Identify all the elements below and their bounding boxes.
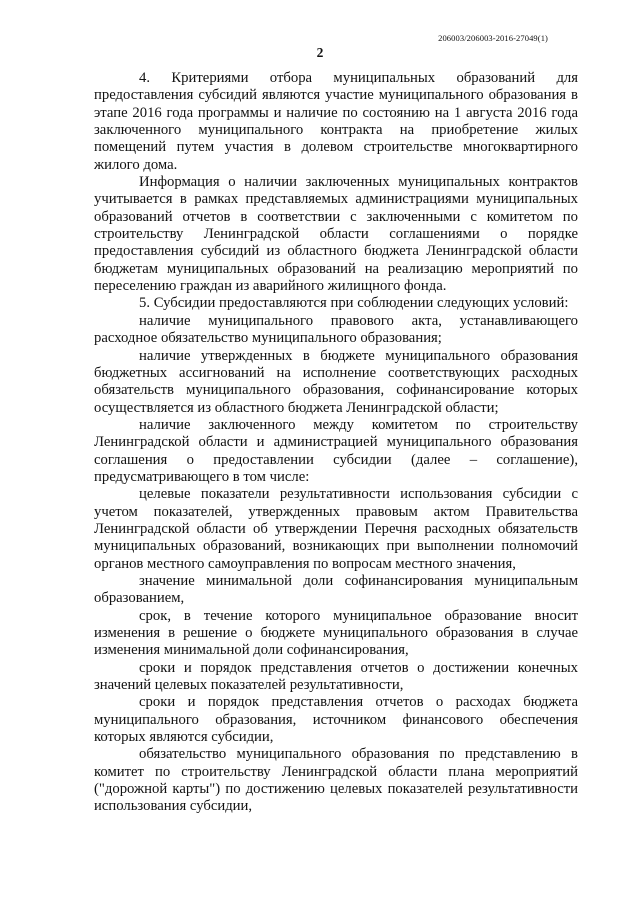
agreement-target-indicators: целевые показатели результативности использования субсидии с учетом показателей, утвержденных правовым актом Правительства Ленинградской области об утверждении Перечня расходных обязательств муниципальных образований, возникающих при выполнении полномочий органов местного самоуправления по вопросам местного значения,: [94, 486, 578, 572]
condition-agreement: наличие заключенного между комитетом по строительству Ленинградской области и администрацией муниципального образования соглашения о предоставлении субсидии (далее – соглашение), предусматривающего в том числе:: [94, 416, 578, 485]
condition-legal-act: наличие муниципального правового акта, устанавливающего расходное обязательство муниципального образования;: [94, 312, 578, 347]
condition-budget-allocations: наличие утвержденных в бюджете муниципального образования бюджетных ассигнований на исполнение соответствующих расходных обязательств муниципального образования, софинансирование которых осуществляется из областного бюджета Ленинградской области;: [94, 347, 578, 416]
page-number: 2: [316, 45, 324, 60]
document-id: 206003/206003-2016-27049(1): [438, 33, 548, 43]
paragraph-contracts-info: Информация о наличии заключенных муниципальных контрактов учитывается в рамках представляемых администрациями муниципальных образований отчетов в соответствии с заключенными с комитетом по строительству Ленинградской области соглашениями о порядке предоставления субсидий из областного бюджета Ленинградской области бюджетам муниципальных образований на реализацию мероприятий по переселению граждан из аварийного жилищного фонда.: [94, 174, 578, 295]
document-body: [94, 70, 578, 816]
paragraph-conditions-intro: 5. Субсидии предоставляются при соблюдении следующих условий:: [139, 295, 569, 312]
agreement-expense-reports: сроки и порядок представления отчетов о расходах бюджета муниципального образования, источником финансового обеспечения которых являются субсидии,: [94, 694, 578, 746]
paragraph-criteria: 4. Критериями отбора муниципальных образований для предоставления субсидий являются участие муниципального образования в этапе 2016 года программы и наличие по состоянию на 1 августа 2016 года заключенного муниципального контракта на приобретение жилых помещений путем участия в долевом строительстве многоквартирного жилого дома.: [94, 70, 578, 173]
agreement-results-reports: сроки и порядок представления отчетов о достижении конечных значений целевых показателей результативности,: [94, 659, 578, 694]
agreement-budget-change-term: срок, в течение которого муниципальное образование вносит изменения в решение о бюджете муниципального образования в случае изменения минимальной доли софинансирования,: [94, 607, 578, 659]
agreement-min-cofinancing: значение минимальной доли софинансирования муниципальным образованием,: [94, 572, 578, 607]
agreement-roadmap-obligation: обязательство муниципального образования по представлению в комитет по строительству Ленинградской области плана мероприятий ("дорожной карты") по достижению целевых показателей результативности использования субсидии,: [94, 746, 578, 815]
